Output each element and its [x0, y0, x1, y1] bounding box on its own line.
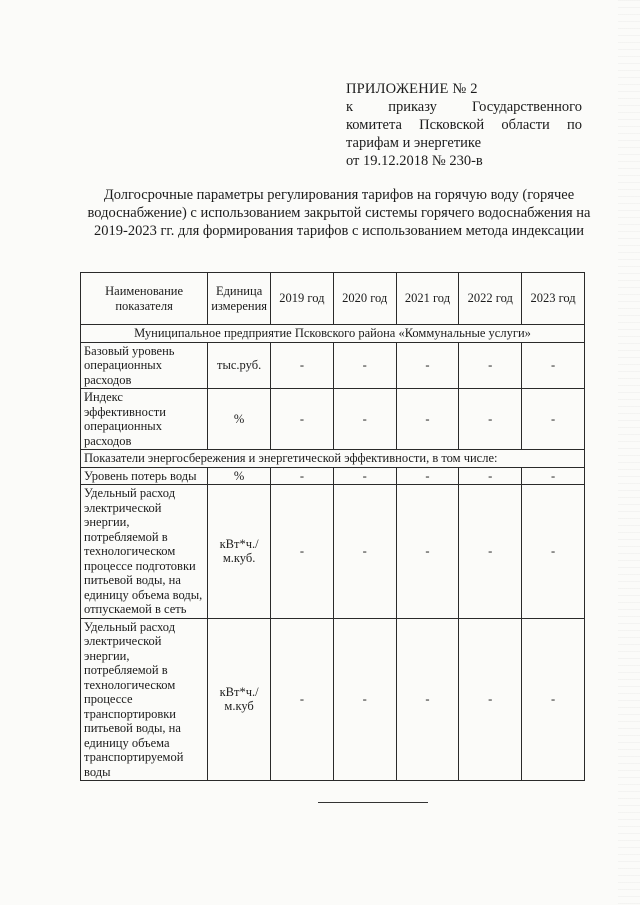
row-value: -	[396, 485, 459, 619]
header-year: 2019 год	[271, 273, 334, 325]
row-value: -	[333, 618, 396, 781]
header-unit: Единица измерения	[208, 273, 271, 325]
row-value: -	[396, 467, 459, 485]
row-name: Удельный расход электрической энергии, потребляемой в технологическом процессе транспортировки питьевой воды, на единицу объема транспортируемой воды	[81, 618, 208, 781]
bottom-separator-line	[318, 802, 428, 803]
scan-edge-noise	[618, 0, 640, 905]
row-unit: кВт*ч./м.куб	[208, 618, 271, 781]
row-value: -	[333, 389, 396, 450]
row-value: -	[459, 467, 522, 485]
row-value: -	[271, 485, 334, 619]
table-row	[81, 485, 585, 619]
row-value: -	[271, 342, 334, 389]
parameters-table	[80, 272, 585, 781]
appendix-line: к приказу Государственного	[346, 99, 582, 115]
table-row	[81, 618, 585, 781]
row-unit: кВт*ч./м.куб.	[208, 485, 271, 619]
table-row	[81, 342, 585, 389]
row-unit: %	[208, 389, 271, 450]
row-value: -	[333, 342, 396, 389]
row-value: -	[396, 389, 459, 450]
document-title: Долгосрочные параметры регулирования тарифов на горячую воду (горячее водоснабжение) с использованием закрытой системы горячего водоснабжения на 2019-2023 гг. для формирования тарифов с использованием метода индексации	[87, 187, 591, 239]
appendix-title: ПРИЛОЖЕНИЕ № 2	[346, 81, 478, 97]
row-value: -	[459, 485, 522, 619]
table-header-row	[81, 273, 585, 325]
row-value: -	[459, 389, 522, 450]
row-value: -	[333, 485, 396, 619]
appendix-line: комитета Псковской области по	[346, 117, 582, 133]
row-value: -	[522, 342, 585, 389]
table-row	[81, 389, 585, 450]
row-value: -	[459, 618, 522, 781]
row-unit: тыс.руб.	[208, 342, 271, 389]
organization-name: Муниципальное предприятие Псковского района «Коммунальные услуги»	[81, 325, 585, 343]
row-value: -	[333, 467, 396, 485]
row-value: -	[522, 618, 585, 781]
row-value: -	[396, 342, 459, 389]
row-value: -	[271, 467, 334, 485]
section-row	[81, 450, 585, 468]
header-year: 2020 год	[333, 273, 396, 325]
appendix-block	[346, 80, 582, 170]
organization-row	[81, 325, 585, 343]
row-value: -	[522, 467, 585, 485]
header-name: Наименование показателя	[81, 273, 208, 325]
row-name: Индекс эффективности операционных расходов	[81, 389, 208, 450]
appendix-date: от 19.12.2018 № 230-в	[346, 153, 483, 169]
header-year: 2022 год	[459, 273, 522, 325]
row-name: Базовый уровень операционных расходов	[81, 342, 208, 389]
table-row	[81, 467, 585, 485]
header-year: 2023 год	[522, 273, 585, 325]
row-name: Уровень потерь воды	[81, 467, 208, 485]
row-value: -	[396, 618, 459, 781]
row-value: -	[459, 342, 522, 389]
row-value: -	[522, 485, 585, 619]
row-value: -	[271, 389, 334, 450]
row-value: -	[271, 618, 334, 781]
header-year: 2021 год	[396, 273, 459, 325]
row-unit: %	[208, 467, 271, 485]
row-name: Удельный расход электрической энергии, потребляемой в технологическом процессе подготовки питьевой воды, на единицу объема воды, отпускаемой в сеть	[81, 485, 208, 619]
section-title: Показатели энергосбережения и энергетической эффективности, в том числе:	[81, 450, 585, 468]
row-value: -	[522, 389, 585, 450]
appendix-line: тарифам и энергетике	[346, 135, 482, 151]
